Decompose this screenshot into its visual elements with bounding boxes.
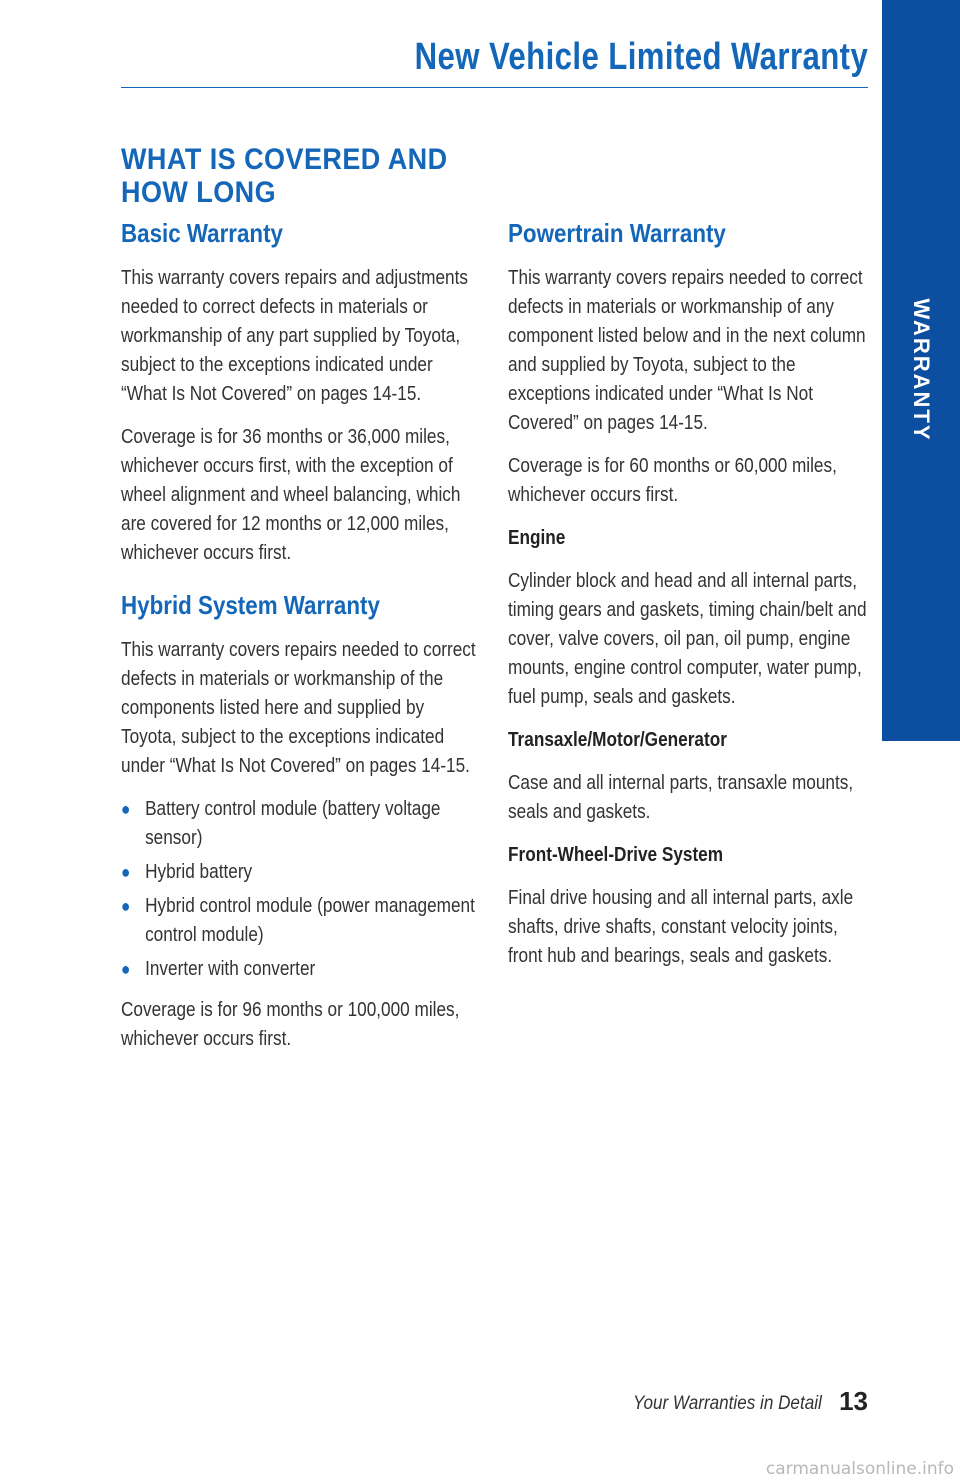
list-item: ● Hybrid battery <box>121 858 489 887</box>
hybrid-warranty-text: This warranty covers repairs needed to correct defects in materials or workmanship of the components listed here and supplied by Toyota, subject to the exceptions indicated under “What Is Not Covered” on pages 14-15. <box>121 639 476 777</box>
basic-warranty-heading: Basic Warranty <box>121 218 283 248</box>
powertrain-warranty-coverage: Coverage is for 60 months or 60,000 miles, whichever occurs first. <box>508 455 837 506</box>
hybrid-warranty-heading: Hybrid System Warranty <box>121 590 380 620</box>
footer-title: Your Warranties in Detail <box>633 1393 822 1414</box>
list-item: ● Battery control module (battery voltage sensor) <box>121 795 489 853</box>
transaxle-label: Transaxle/Motor/Generator <box>508 729 727 751</box>
fwd-text: Final drive housing and all internal parts, axle shafts, drive shafts, constant velocity joints, front hub and bearings, seals and gaskets. <box>508 887 854 967</box>
powertrain-warranty-text: This warranty covers repairs needed to correct defects in materials or workmanship of any component listed below and in the next column and supplied by Toyota, subject to the exceptions indicated under “What Is Not Covered” on pages 14-15. <box>508 267 866 434</box>
side-tab[interactable] <box>882 0 960 741</box>
powertrain-warranty-heading: Powertrain Warranty <box>508 218 726 248</box>
fwd-label: Front-Wheel-Drive System <box>508 844 724 866</box>
bullet-icon: ● <box>121 862 131 882</box>
list-item: ● Hybrid control module (power management control module) <box>121 892 489 950</box>
header-title: New Vehicle Limited Warranty <box>414 36 868 78</box>
basic-warranty-coverage: Coverage is for 36 months or 36,000 miles, whichever occurs first, with the exception of wheel alignment and wheel balancing, which are covered for 12 months or 12,000 miles, whichever occurs first. <box>121 426 461 564</box>
bullet-icon: ● <box>121 799 131 819</box>
engine-text: Cylinder block and head and all internal parts, timing gears and gaskets, timing chain/belt and cover, valve covers, oil pan, oil pump, engine mounts, engine control computer, water pump, fuel pump, seals and gaskets. <box>508 570 867 708</box>
left-column <box>121 216 481 1068</box>
page-number: 13 <box>839 1386 868 1416</box>
side-tab-label: WARRANTY <box>909 298 934 442</box>
hybrid-warranty-coverage: Coverage is for 96 months or 100,000 miles, whichever occurs first. <box>121 999 460 1050</box>
hybrid-component-list <box>121 795 481 984</box>
list-item: ● Inverter with converter <box>121 955 489 984</box>
bullet-icon: ● <box>121 959 131 979</box>
section-heading: WHAT IS COVERED AND HOW LONG <box>121 143 448 209</box>
basic-warranty-text: This warranty covers repairs and adjustments needed to correct defects in materials or workmanship of any part supplied by Toyota, subject to the exceptions indicated under “What Is Not Covered” on pages 14-15. <box>121 267 469 405</box>
bullet-icon: ● <box>121 896 131 916</box>
engine-label: Engine <box>508 527 566 549</box>
header-rule <box>121 87 868 88</box>
transaxle-text: Case and all internal parts, transaxle mounts, seals and gaskets. <box>508 772 854 823</box>
watermark[interactable]: carmanualsonline.info <box>765 1459 954 1479</box>
right-column <box>508 216 868 985</box>
